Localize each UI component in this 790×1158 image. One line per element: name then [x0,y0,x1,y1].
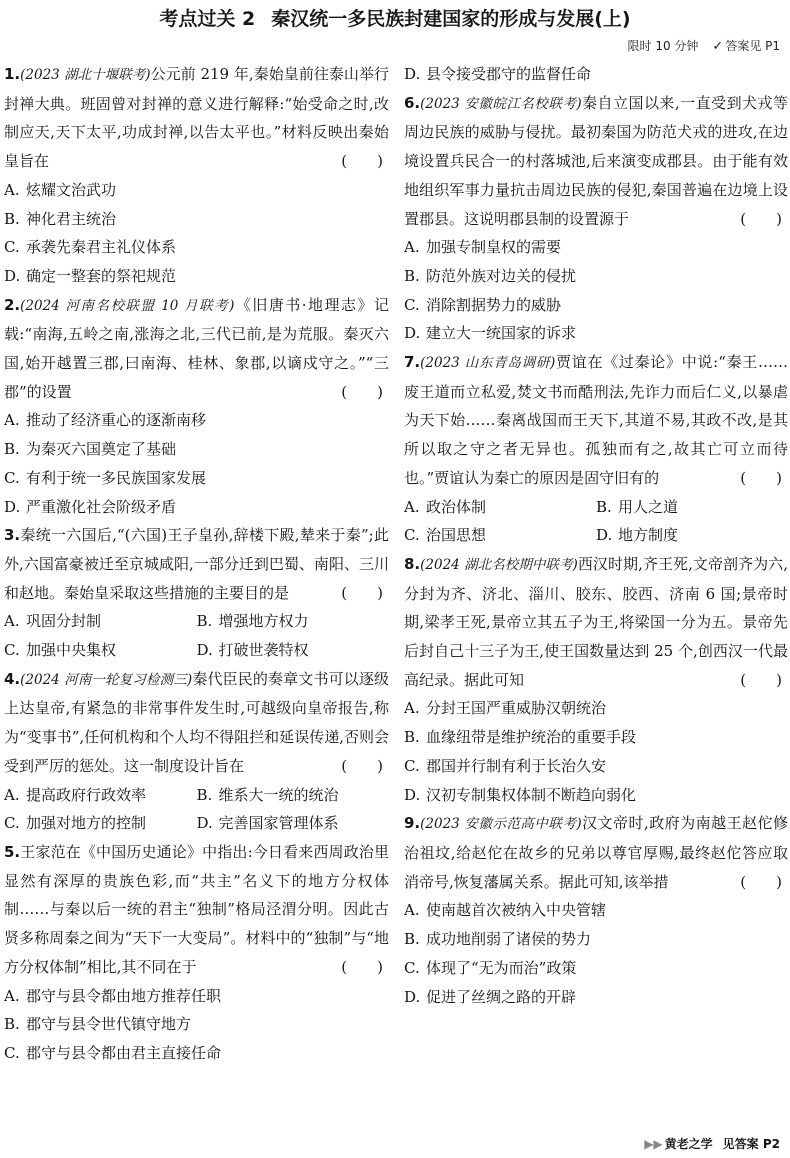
question-stem: 秦代臣民的奏章文书可以逐级上达皇帝,有紧急的非常事件发生时,可越级向皇帝报告,称为“变事书”,任何机构和个人均不得阻拦和延误传递,否则会受到严厉的惩处。这一制度设计旨在 [4,669,389,775]
option-a[interactable] [404,493,596,522]
option-a[interactable] [4,982,389,1011]
option-label: A. [4,612,20,631]
option-c[interactable] [404,521,596,550]
question-9 [404,809,788,1011]
question-5 [4,838,389,1068]
option-c[interactable] [4,464,389,493]
option-text: 严重激化社会阶级矛盾 [26,497,177,516]
page-title [0,4,790,31]
option-text: 地方制度 [618,526,679,545]
option-label: C. [4,468,20,487]
option-text: 炫耀文治武功 [26,180,117,199]
question-source: (2024 湖北名校期中联考) [420,556,578,573]
option-c[interactable] [4,233,389,262]
option-text: 消除割据势力的威胁 [426,295,562,314]
option-text: 防范外族对边关的侵扰 [426,266,577,285]
option-d[interactable] [404,60,788,89]
answer-blank[interactable]: ( ) [740,468,782,487]
option-text: 增强地方权力 [218,612,309,631]
option-label: B. [196,785,213,804]
option-b[interactable] [404,262,788,291]
option-d[interactable] [404,319,788,348]
option-label: A. [404,901,420,920]
option-text: 使南越首次被纳入中央管辖 [426,901,607,920]
option-d[interactable] [197,809,390,838]
option-label: B. [4,440,20,459]
question-number: 5. [4,842,21,861]
question-number: 8. [404,554,421,573]
option-d[interactable] [197,636,390,665]
option-label: D. [4,497,21,516]
question-2 [4,291,389,522]
option-c[interactable] [404,954,788,983]
question-stem: 秦自立国以来,一直受到犬戎等周边民族的威胁与侵扰。最初秦国为防范犬戎的进攻,在边境设置兵民合一的村落城池,后来演变成郡县。由于能有效地组织军事力量抗击周边民族的侵犯,秦国普遍在边境上设置郡县。这说明郡县制的设置源于 [404,93,788,228]
option-a[interactable] [4,406,389,435]
option-text: 用人之道 [618,497,679,516]
option-text: 巩固分封制 [26,612,102,631]
option-text: 为秦灭六国奠定了基础 [26,440,177,459]
option-text: 汉初专制集权体制不断趋向弱化 [426,785,637,804]
question-source: (2023 安徽皖江名校联考) [420,95,582,112]
question-number: 9. [404,814,421,833]
time-limit: 限时 10 分钟 [627,39,699,53]
question-stem: 《旧唐书·地理志》记载:“南海,五岭之南,涨海之北,三代已前,是为荒服。秦灭六国,始开越置三郡,曰南海、桂林、象郡,以谪戍守之。”“三郡”的设置 [4,295,389,401]
option-label: C. [4,814,20,833]
answer-blank[interactable]: ( ) [341,957,383,976]
option-label: A. [404,238,420,257]
section-title: 秦汉统一多民族封建国家的形成与发展(上) [271,8,631,30]
option-text: 完善国家管理体系 [218,814,339,833]
option-text: 治国思想 [426,526,487,545]
question-number: 3. [4,526,21,545]
question-number: 4. [4,669,21,688]
option-b[interactable] [4,205,389,234]
question-stem: 秦统一六国后,“(六国)王子皇孙,辞楼下殿,辇来于秦”;此外,六国富豪被迁至京城咸阳,一部分迁到巴蜀、南阳、三川和赵地。秦始皇采取这些措施的主要目的是 [4,526,389,602]
answer-blank[interactable]: ( ) [740,872,782,891]
option-b[interactable] [197,607,390,636]
option-label: B. [404,930,420,949]
option-c[interactable] [404,291,788,320]
option-label: C. [404,526,420,545]
option-text: 加强对地方的控制 [26,814,147,833]
option-row [4,781,389,810]
option-text: 分封王国严重威胁汉朝统治 [426,699,607,718]
option-label: A. [404,699,420,718]
option-label: D. [196,814,213,833]
option-label: D. [596,526,613,545]
option-row [4,607,389,636]
option-d[interactable] [404,781,788,810]
option-c[interactable] [4,809,197,838]
option-label: C. [4,1043,20,1062]
option-b[interactable] [596,493,788,522]
option-text: 确定一整套的祭祀规范 [26,266,177,285]
option-label: B. [4,1015,20,1034]
option-b[interactable] [4,435,389,464]
option-text: 郡国并行制有利于长治久安 [426,756,607,775]
option-label: B. [404,266,420,285]
question-4 [4,665,389,838]
option-text: 郡守与县令都由地方推荐任职 [26,986,222,1005]
option-text: 成功地削弱了诸侯的势力 [426,930,592,949]
option-text: 郡守与县令都由君主直接任命 [26,1043,222,1062]
option-a[interactable] [404,233,788,262]
option-text: 打破世袭特权 [218,641,309,660]
question-source: (2023 湖北十堰联考) [20,67,151,83]
right-column [404,60,788,1011]
meta-info [628,37,781,54]
arrow-right-icon: ▶▶ [644,1137,663,1151]
answer-reference: 答案见 P1 [725,39,780,53]
option-label: D. [196,641,213,660]
option-b[interactable] [404,925,788,954]
option-text: 神化君主统治 [26,209,117,228]
option-label: D. [404,785,421,804]
option-text: 承袭先秦君主礼仪体系 [26,238,177,257]
option-row [4,636,389,665]
option-label: A. [4,411,20,430]
question-source: (2024 河南一轮复习检测三) [20,671,193,688]
option-row [404,521,788,550]
option-c[interactable] [4,636,197,665]
question-source: (2024 河南名校联盟 10 月联考) [20,297,235,314]
question-number: 7. [404,353,421,372]
question-number: 6. [404,93,421,112]
left-column [4,60,389,1068]
option-label: B. [404,728,420,747]
question-3 [4,521,389,665]
option-text: 有利于统一多民族国家发展 [26,468,207,487]
option-a[interactable] [404,694,788,723]
option-text: 推动了经济重心的逐渐南移 [26,411,207,430]
answer-blank[interactable]: ( ) [740,670,782,689]
option-label: B. [596,497,612,516]
question-stem: 公元前 219 年,秦始皇前往泰山举行封禅大典。班固曾对封禅的意义进行解释:“始受命之时,改制应天,天下太平,功成封禅,以告太平也。”材料反映出秦始皇旨在 [4,65,389,171]
footer-answer-reference: 见答案 P2 [722,1137,780,1151]
option-text: 促进了丝绸之路的开辟 [426,987,577,1006]
option-text: 县令接受郡守的监督任命 [426,65,592,83]
question-7 [404,348,788,550]
option-label: D. [404,324,421,343]
option-a[interactable] [4,607,197,636]
question-source: (2023 安徽示范高中联考) [420,816,582,833]
question-source: (2023 山东青岛调研) [420,355,556,372]
option-d[interactable] [404,983,788,1012]
option-b[interactable] [404,723,788,752]
page-footer [644,1135,780,1152]
option-label: B. [196,612,213,631]
answer-blank[interactable]: ( ) [341,152,383,171]
checkmark-icon: ✓ [712,39,724,54]
answer-blank[interactable]: ( ) [341,382,383,401]
option-row [4,809,389,838]
option-label: A. [4,986,20,1005]
option-text: 提高政府行政效率 [26,785,147,804]
option-label: C. [404,756,420,775]
option-d[interactable] [4,493,389,522]
option-label: A. [404,497,420,516]
option-label: D. [404,987,421,1006]
section-number: 考点过关 2 [159,8,256,30]
answer-blank[interactable]: ( ) [341,583,383,602]
question-number: 2. [4,295,21,314]
option-c[interactable] [4,1039,389,1068]
option-c[interactable] [404,752,788,781]
option-label: D. [4,266,21,285]
option-row [404,493,788,522]
option-text: 建立大一统国家的诉求 [426,324,577,343]
question-8 [404,550,788,809]
question-stem: 王家范在《中国历史通论》中指出:今日看来西周政治里显然有深厚的贵族色彩,而“共主”名义下的地方分权体制……与秦以后一统的君主“独制”格局泾渭分明。因此古贤多称周秦之间为“天下一大变局”。材料中的“独制”与“地方分权体制”相比,其不同在于 [4,842,389,976]
option-label: A. [4,785,20,804]
option-label: C. [404,958,420,977]
option-label: C. [404,295,420,314]
option-text: 加强专制皇权的需要 [426,238,562,257]
answer-blank[interactable]: ( ) [740,209,782,228]
option-label: C. [4,238,20,257]
option-text: 体现了“无为而治”政策 [426,958,577,977]
footer-brand: 黄老之学 [664,1137,713,1151]
option-b[interactable] [197,781,390,810]
option-text: 政治体制 [426,497,487,516]
option-a[interactable] [4,176,389,205]
option-a[interactable] [4,781,197,810]
question-stem: 西汉时期,齐王死,文帝剖齐为六,分封为齐、济北、淄川、胶东、胶西、济南 6 国;景帝时期,梁孝王死,景帝立其五子为王,将梁国一分为五。景帝先后封自己十三子为王,使王国数量达到 25 个,创西汉一代最高纪录。据此可知 [404,554,788,689]
option-b[interactable] [4,1010,389,1039]
answer-blank[interactable]: ( ) [341,756,383,775]
option-label: C. [4,641,20,660]
option-text: 血缘纽带是维护统治的重要手段 [426,728,637,747]
option-d[interactable] [596,521,788,550]
option-label: D. [404,65,421,83]
option-label: A. [4,180,20,199]
question-1 [4,60,389,291]
option-text: 加强中央集权 [26,641,117,660]
option-d[interactable] [4,262,389,291]
option-a[interactable] [404,896,788,925]
question-stem: 贾谊在《过秦论》中说:“秦王……废王道而立私爱,焚文书而酷刑法,先诈力而后仁义,以暴虐为天下始……秦离战国而王天下,其道不易,其政不改,是其所以取之守之者无异也。孤独而有之,故其亡可立而待也。”贾谊认为秦亡的原因是固守旧有的 [404,353,788,487]
option-text: 郡守与县令世代镇守地方 [26,1015,192,1034]
option-text: 维系大一统的统治 [218,785,339,804]
option-label: B. [4,209,20,228]
question-stem: 汉文帝时,政府为南越王赵佗修治祖坟,给赵佗在故乡的兄弟以尊官厚赐,最终赵佗答应取消帝号,恢复藩属关系。据此可知,该举措 [404,814,788,891]
question-number: 1. [4,65,21,83]
question-6 [404,89,788,348]
